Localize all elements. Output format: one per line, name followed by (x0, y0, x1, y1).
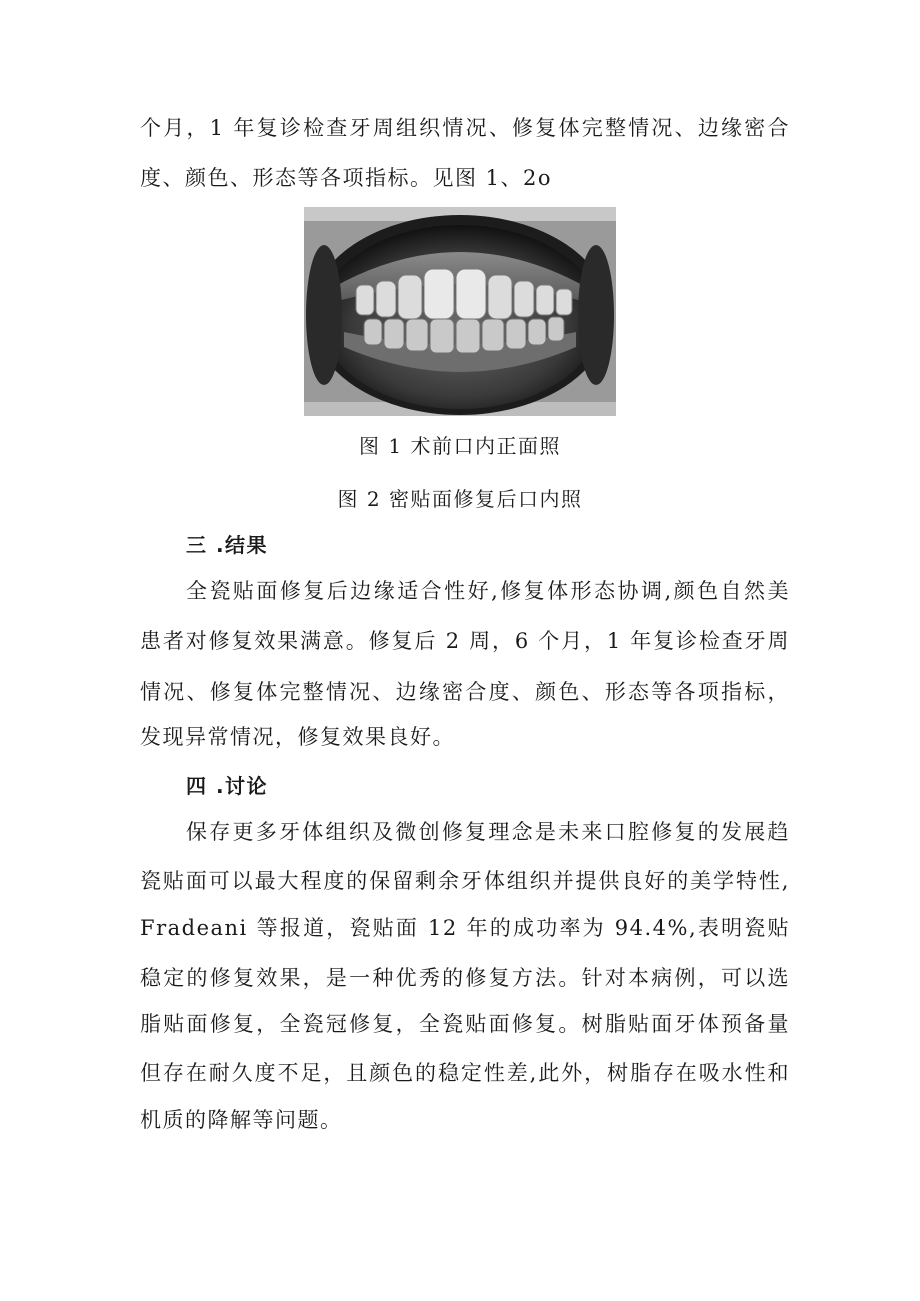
section-heading-discussion: 四 .讨论 (186, 774, 269, 798)
section-heading-results: 三 .结果 (186, 533, 269, 557)
paragraph-line: Fradeani 等报道，瓷贴面 12 年的成功率为 94.4%,表明瓷贴 (140, 916, 790, 940)
paragraph-line: 瓷贴面可以最大程度的保留剩余牙体组织并提供良好的美学特性, (140, 869, 790, 893)
paragraph-line: 机质的降解等问题。 (140, 1108, 343, 1132)
intraoral-photo (304, 207, 616, 416)
paragraph-line: 保存更多牙体组织及微创修复理念是未来口腔修复的发展趋 (186, 820, 790, 844)
paragraph-line: 但存在耐久度不足，且颜色的稳定性差,此外，树脂存在吸水性和 (140, 1061, 790, 1085)
figure-caption-1: 图 1 术前口内正面照 (359, 434, 561, 458)
paragraph-line: 情况、修复体完整情况、边缘密合度、颜色、形态等各项指标， (140, 680, 790, 704)
figure-caption-2: 图 2 密贴面修复后口内照 (337, 487, 583, 511)
paragraph-line: 发现异常情况，修复效果良好。 (140, 725, 455, 749)
paragraph-line: 患者对修复效果满意。修复后 2 周，6 个月，1 年复诊检查牙周 (140, 629, 790, 653)
paragraph-line: 脂贴面修复，全瓷冠修复，全瓷贴面修复。树脂贴面牙体预备量 (140, 1012, 790, 1036)
paragraph-line: 稳定的修复效果，是一种优秀的修复方法。针对本病例，可以选 (140, 966, 790, 990)
paragraph-line: 个月，1 年复诊检查牙周组织情况、修复体完整情况、边缘密合 (140, 116, 790, 140)
intraoral-photo-image (304, 207, 616, 416)
paragraph-line: 全瓷贴面修复后边缘适合性好,修复体形态协调,颜色自然美 (186, 579, 790, 603)
paragraph-line: 度、颜色、形态等各项指标。见图 1、2o (140, 166, 553, 190)
